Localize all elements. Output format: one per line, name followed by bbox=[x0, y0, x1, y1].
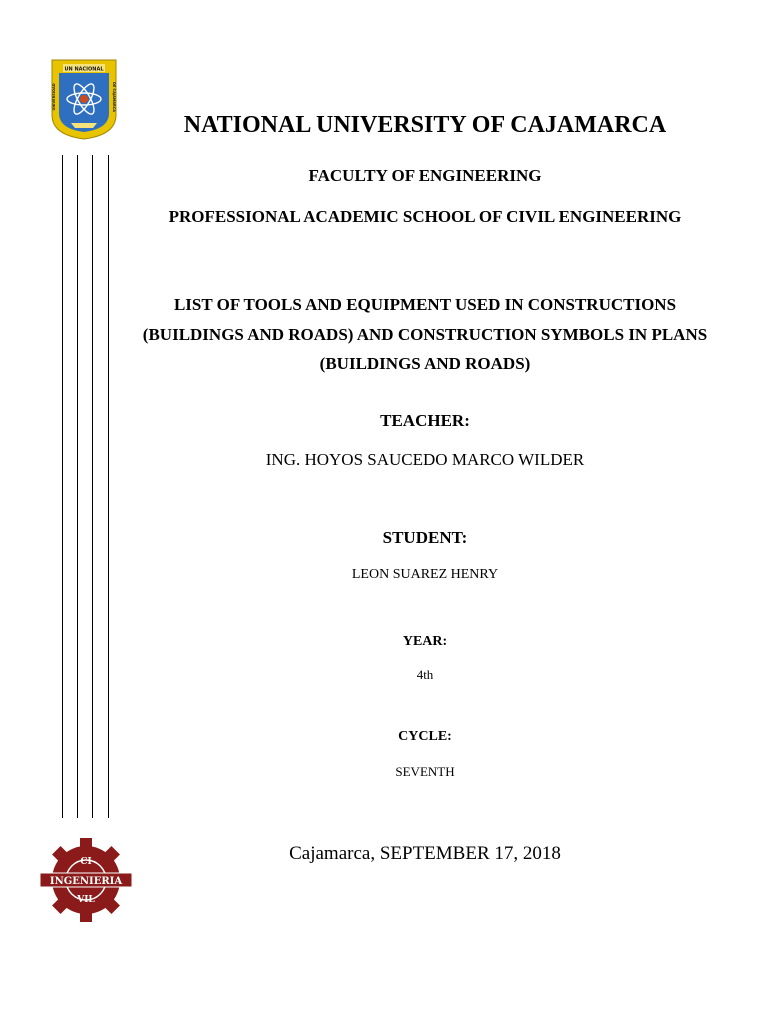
gear-top-text: CI bbox=[80, 857, 92, 867]
document-subject-title: LIST OF TOOLS AND EQUIPMENT USED IN CONSTRUCTIONS (BUILDINGS AND ROADS) AND CONSTRUCTION SYMBOLS IN PLANS (BUILDINGS AND ROADS) bbox=[142, 295, 708, 373]
cycle-label: CYCLE: bbox=[398, 729, 452, 744]
year-value: 4th bbox=[416, 667, 434, 682]
cycle-value: SEVENTH bbox=[395, 764, 455, 779]
gear-bottom-text: VIL bbox=[77, 895, 95, 905]
decorative-vertical-line bbox=[77, 155, 78, 818]
decorative-vertical-line bbox=[108, 155, 109, 818]
student-label: STUDENT: bbox=[382, 528, 468, 547]
decorative-vertical-line bbox=[62, 155, 63, 818]
gear-center-text: INGENIERIA bbox=[49, 876, 123, 887]
crest-left-text: UNIVERSIDAD bbox=[52, 83, 56, 111]
decorative-vertical-line bbox=[92, 155, 93, 818]
teacher-label: TEACHER: bbox=[380, 411, 470, 430]
university-crest-logo bbox=[49, 57, 119, 141]
place-and-date: Cajamarca, SEPTEMBER 17, 2018 bbox=[289, 843, 561, 864]
crest-right-text: DE CAJAMARCA bbox=[112, 82, 116, 112]
student-name: LEON SUAREZ HENRY bbox=[351, 567, 499, 582]
year-label: YEAR: bbox=[402, 634, 448, 649]
school-name: PROFESSIONAL ACADEMIC SCHOOL OF CIVIL ENGINEERING bbox=[168, 207, 682, 226]
university-title: NATIONAL UNIVERSITY OF CAJAMARCA bbox=[183, 112, 667, 138]
teacher-name: ING. HOYOS SAUCEDO MARCO WILDER bbox=[265, 450, 585, 469]
crest-banner-text: UN NACIONAL bbox=[64, 66, 104, 73]
faculty-name: FACULTY OF ENGINEERING bbox=[308, 166, 542, 185]
civil-engineering-gear-logo bbox=[38, 836, 134, 924]
